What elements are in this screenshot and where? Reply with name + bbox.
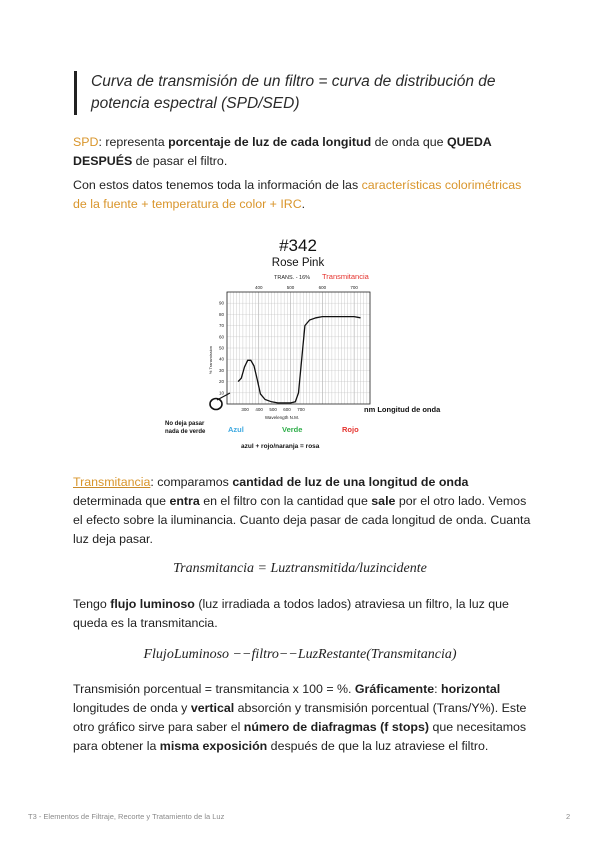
transmitancia-term: Transmitancia (73, 475, 151, 489)
text: Tengo (73, 597, 111, 611)
footer-title: T3 - Elementos de Filtraje, Recorte y Tratamiento de la Luz (28, 812, 225, 821)
y-tick-label: 10 (218, 390, 224, 396)
x-tick-label: 700 (297, 407, 305, 412)
y-tick-label: 80 (218, 311, 224, 317)
bold-text: entra (169, 494, 200, 508)
top-axis (255, 285, 358, 290)
x-tick-label: 600 (283, 407, 291, 412)
no-pass-circle (210, 399, 222, 410)
quote-block (74, 71, 551, 115)
formula-flujo: FlujoLuminoso −−filtro−−LuzRestante(Transmitancia) (143, 647, 457, 662)
text: después de que la luz atraviese el filtro. (267, 739, 489, 753)
text: : representa (98, 135, 169, 149)
text: Con estos datos tenemos toda la información de las (73, 178, 362, 192)
text: : comparamos (150, 475, 233, 489)
x-tick-label: 400 (255, 407, 263, 412)
y-tick-label: 70 (218, 323, 224, 329)
highlight-text: características colorimétricas de la fuente + temperatura de color + IRC (73, 178, 522, 211)
text: de onda que (371, 135, 447, 149)
text: de pasar el filtro. (132, 154, 228, 168)
colorimetric-paragraph (73, 176, 533, 214)
spd-paragraph (73, 133, 533, 171)
y-tick-label: 30 (218, 367, 224, 373)
x-axis (241, 407, 305, 412)
bold-text: misma exposición (159, 739, 268, 753)
page-number: 2 (566, 812, 571, 821)
top-tick-label: 400 (255, 285, 263, 290)
text: Transmisión porcentual = transmitancia x 100 = %. (73, 682, 355, 696)
text: absorción y transmisión porcentual (Trans/Y%). Este otro gráfico sirve para saber el (73, 701, 527, 734)
bold-text: número de diafragmas (f stops) (243, 720, 429, 734)
bold-text: Gráficamente (354, 682, 435, 696)
y-axis-label: % Transmission (208, 345, 213, 375)
bold-text: flujo luminoso (110, 597, 195, 611)
bold-text: horizontal (441, 682, 501, 696)
top-tick-label: 700 (350, 285, 358, 290)
summary-annotation: azul + rojo/naranja = rosa (241, 443, 320, 450)
text: (luz irradiada a todos lados) atraviesa un filtro, la luz que queda es la transmitancia. (73, 597, 509, 630)
transmission-chart (150, 230, 450, 455)
x-axis-label: Wavelength N.M. (264, 415, 300, 420)
chart-subtitle: Rose Pink (271, 257, 325, 269)
text: por el otro lado. Vemos el efecto sobre la iluminancia. Cuanto deja pasar de cada longitud de onda. Cuanta luz deja pasar. (73, 494, 531, 546)
y-tick-label: 90 (218, 300, 224, 306)
bold-text: vertical (190, 701, 235, 715)
top-tick-label: 600 (318, 285, 327, 290)
top-tick-label: 500 (286, 285, 295, 290)
y-tick-label: 50 (218, 345, 224, 351)
transmission-curve (238, 317, 360, 403)
text: . (301, 197, 306, 211)
bold-text: cantidad de luz de una longitud de onda (232, 475, 469, 489)
x-tick-label: 300 (241, 407, 249, 412)
formula-transmitancia: Transmitancia = Luztransmitida/luzincidente (173, 561, 427, 576)
chart-title: #342 (279, 236, 317, 255)
bold-text: sale (371, 494, 396, 508)
azul-label: Azul (228, 425, 244, 434)
y-tick-label: 60 (218, 334, 224, 340)
flujo-paragraph (73, 595, 533, 633)
text: que necesitamos para obtener la (73, 720, 527, 753)
verde-label: Verde (282, 425, 303, 434)
text: longitudes de onda y (73, 701, 191, 715)
quote-text: Curva de transmisión de un filtro = curva de distribución de potencia espectral (SPD/SED) (91, 73, 496, 112)
text: determinada que (73, 494, 170, 508)
y-tick-label: 20 (218, 379, 224, 385)
trans-label: TRANS. - 16% (274, 275, 311, 281)
porcentual-paragraph (73, 680, 533, 756)
bold-text: QUEDA DESPUÉS (73, 135, 492, 168)
x-tick-label: 500 (269, 407, 277, 412)
no-pass-note: No deja pasar nada de verde (165, 421, 206, 435)
y-tick-label: 40 (218, 356, 224, 362)
text: en el filtro con la cantidad que (199, 494, 372, 508)
rojo-label: Rojo (342, 425, 359, 434)
bold-text: porcentaje de luz de cada longitud (168, 135, 372, 149)
spd-term: SPD (73, 135, 99, 149)
nm-longitud-label: nm Longitud de onda (364, 405, 441, 414)
y-axis (219, 301, 225, 396)
text: : (434, 682, 441, 696)
transmitancia-paragraph (73, 473, 533, 549)
transmitancia-annotation: Transmitancia (322, 272, 369, 281)
